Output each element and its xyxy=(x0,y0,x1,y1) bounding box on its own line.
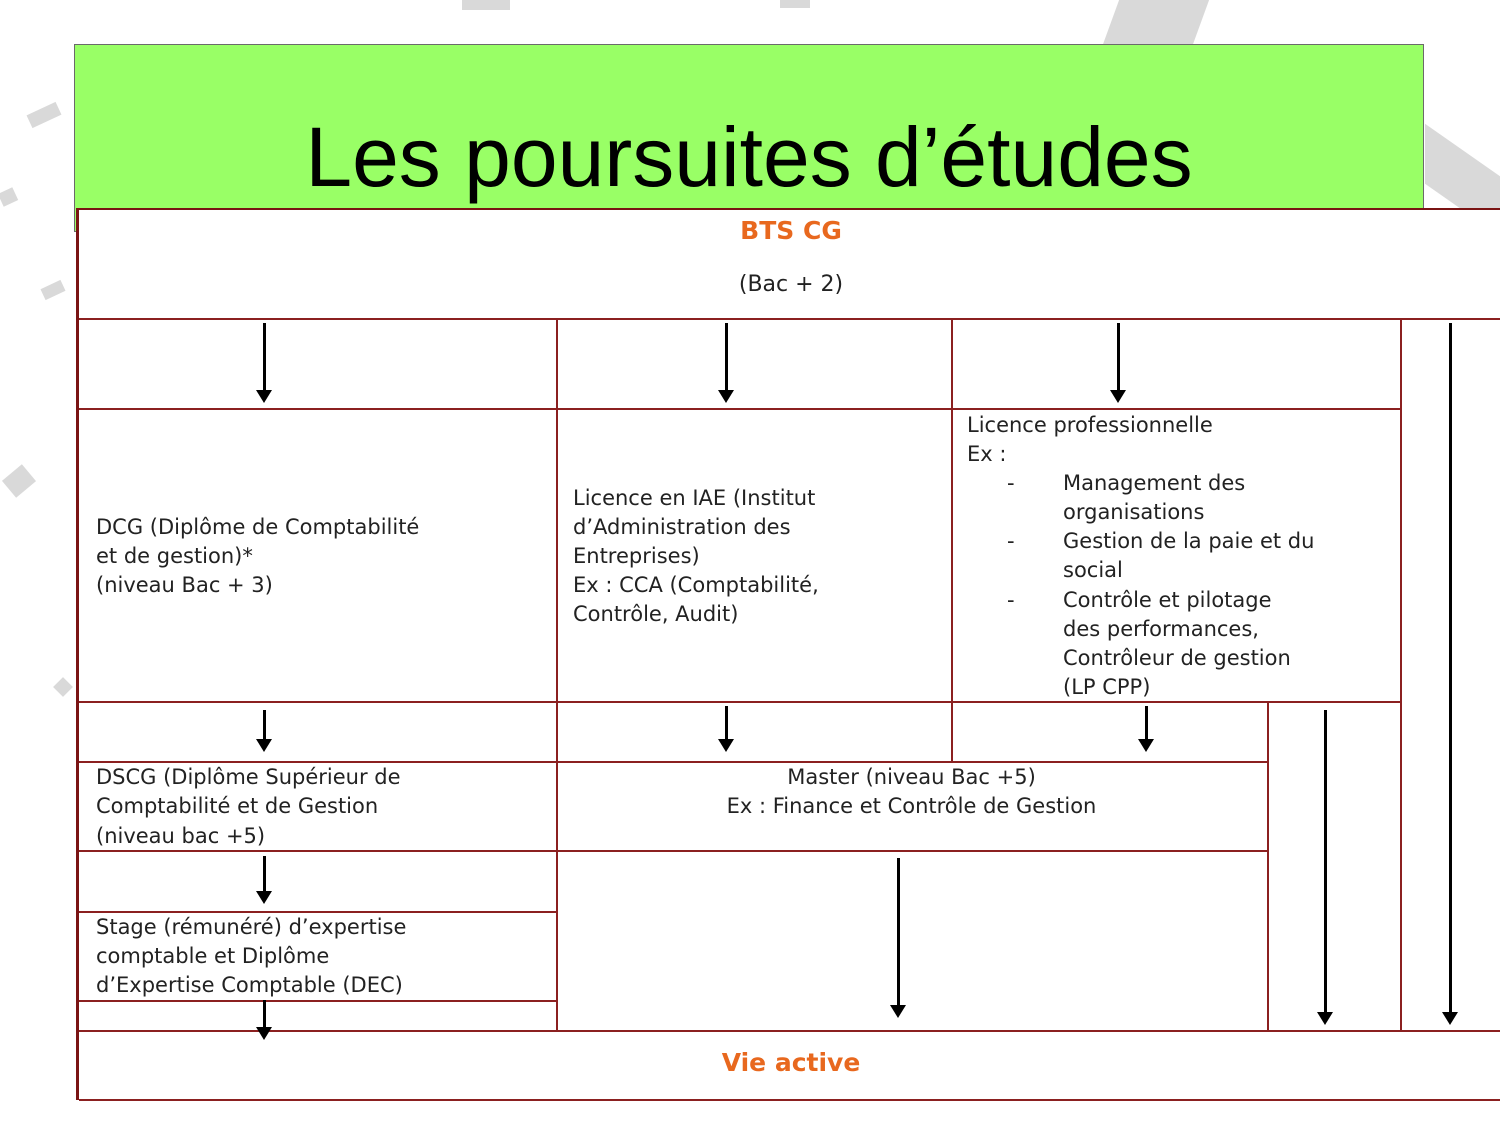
grid-line xyxy=(951,318,953,761)
licence-iae-text: Licence en IAE (Institut xyxy=(573,486,816,510)
bullet: - xyxy=(1007,529,1015,553)
licence-pro-item: des performances, xyxy=(1063,617,1259,641)
licence-pro-item: Contrôleur de gestion xyxy=(1063,646,1291,670)
licence-pro-title: Licence professionnelle xyxy=(967,413,1213,437)
dcg-text: (niveau Bac + 3) xyxy=(96,573,273,597)
master-text: Master (niveau Bac +5) xyxy=(787,765,1036,789)
grid-line xyxy=(79,318,1500,320)
grid-line xyxy=(79,1099,1500,1101)
decorative-shape xyxy=(2,464,36,498)
bts-cg-label: BTS CG xyxy=(740,216,842,245)
master-text: Ex : Finance et Contrôle de Gestion xyxy=(726,794,1097,818)
licence-iae-text: d’Administration des xyxy=(573,515,791,539)
vie-active-label: Vie active xyxy=(721,1048,861,1077)
grid-line xyxy=(79,1000,556,1002)
arrow-down-icon xyxy=(725,706,728,742)
decorative-shape xyxy=(53,677,73,697)
decorative-shape xyxy=(1101,0,1209,50)
arrow-down-icon xyxy=(725,323,728,393)
arrow-down-icon xyxy=(263,856,266,894)
licence-pro-item: (LP CPP) xyxy=(1063,675,1151,699)
arrow-down-icon xyxy=(1449,323,1452,1015)
dcg-text: et de gestion)* xyxy=(96,544,253,568)
study-paths-diagram xyxy=(76,208,1500,1100)
stage-text: d’Expertise Comptable (DEC) xyxy=(96,973,403,997)
stage-text: Stage (rémunéré) d’expertise xyxy=(96,915,407,939)
grid-line xyxy=(79,1030,1500,1032)
grid-line xyxy=(556,318,558,1030)
licence-iae-text: Ex : CCA (Comptabilité, xyxy=(573,573,819,597)
stage-text: comptable et Diplôme xyxy=(96,944,330,968)
arrow-down-icon xyxy=(263,323,266,393)
bullet: - xyxy=(1007,588,1015,612)
grid-line xyxy=(1400,318,1402,1030)
decorative-shape xyxy=(40,280,65,300)
licence-iae-text: Contrôle, Audit) xyxy=(573,602,739,626)
title-banner xyxy=(74,44,1424,232)
grid-line xyxy=(79,701,1400,703)
decorative-shape xyxy=(27,102,62,128)
licence-pro-item: Gestion de la paie et du xyxy=(1063,529,1315,553)
arrow-down-icon xyxy=(897,858,900,1008)
decorative-shape xyxy=(462,0,510,10)
licence-iae-text: Entreprises) xyxy=(573,544,700,568)
licence-pro-item: organisations xyxy=(1063,500,1205,524)
bts-level: (Bac + 2) xyxy=(738,272,844,297)
arrow-down-icon xyxy=(1117,323,1120,393)
arrow-down-icon xyxy=(1145,706,1148,742)
licence-pro-item: Management des xyxy=(1063,471,1246,495)
dscg-text: (niveau bac +5) xyxy=(96,824,266,848)
licence-pro-ex: Ex : xyxy=(967,442,1007,466)
licence-pro-item: Contrôle et pilotage xyxy=(1063,588,1272,612)
grid-line xyxy=(79,408,1400,410)
page-title: Les poursuites d’études xyxy=(305,110,1193,204)
decorative-shape xyxy=(0,187,18,206)
grid-line xyxy=(1267,701,1269,1030)
dscg-text: Comptabilité et de Gestion xyxy=(96,794,379,818)
dscg-text: DSCG (Diplôme Supérieur de xyxy=(96,765,401,789)
arrow-down-icon xyxy=(1324,710,1327,1015)
dcg-text: DCG (Diplôme de Comptabilité xyxy=(96,515,420,539)
decorative-shape xyxy=(780,0,810,8)
arrow-down-icon xyxy=(263,1000,266,1030)
arrow-down-icon xyxy=(263,710,266,742)
licence-pro-item: social xyxy=(1063,558,1123,582)
bullet: - xyxy=(1007,471,1015,495)
